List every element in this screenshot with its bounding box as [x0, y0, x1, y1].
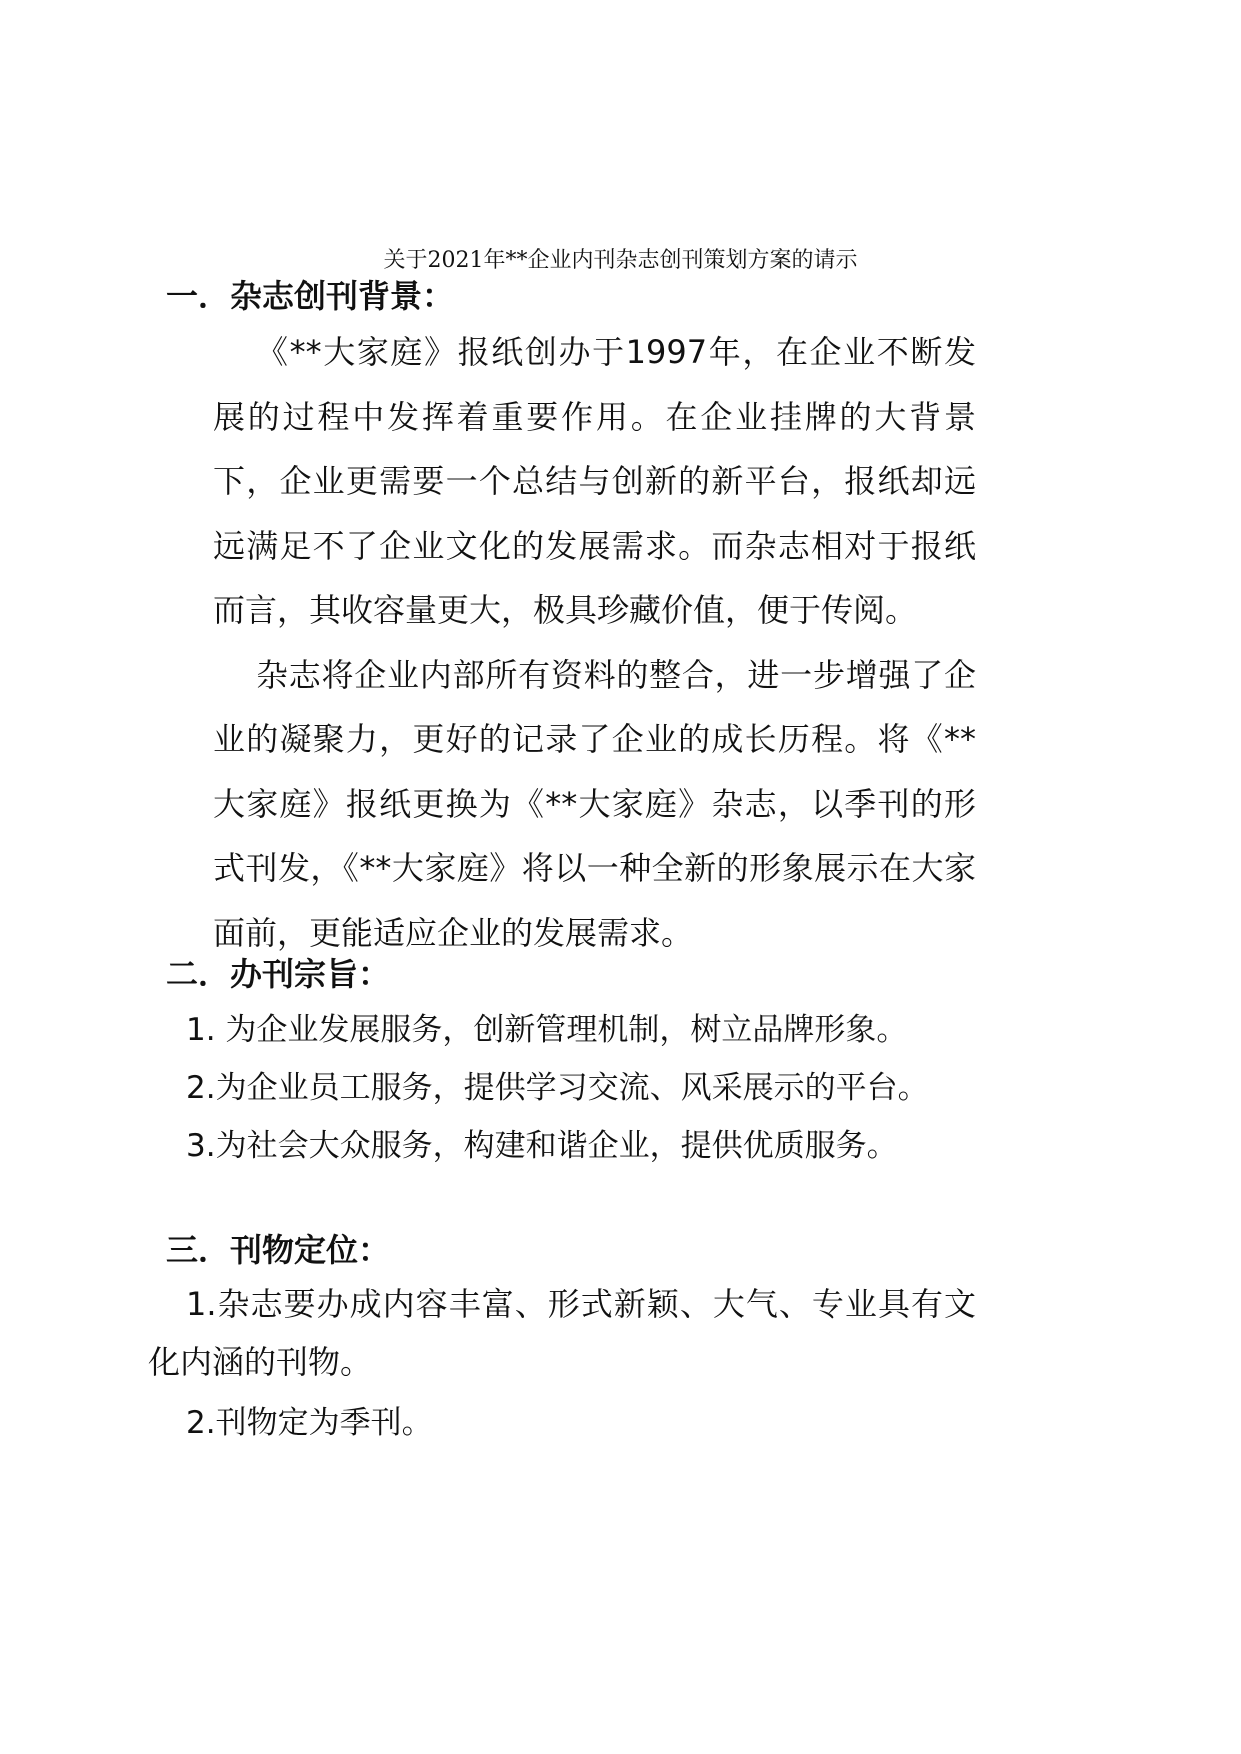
background-body [213, 320, 976, 965]
positioning-item-1-block [148, 1275, 976, 1391]
positioning-item-2: 2.刊物定为季刊。 [186, 1405, 433, 1441]
positioning-item-1: 1.杂志要办成内容丰富、形式新颖、大气、专业具有文化内涵的刊物。 [148, 1285, 976, 1381]
section-heading-positioning: 三．刊物定位： [166, 1231, 391, 1269]
purpose-item-1: 1. 为企业发展服务，创新管理机制，树立品牌形象。 [186, 1012, 908, 1048]
background-paragraph-2: 杂志将企业内部所有资料的整合，进一步增强了企业的凝聚力，更好的记录了企业的成长历程。将《**大家庭》报纸更换为《**大家庭》杂志，以季刊的形式刊发，《**大家庭》将以一种全新的形象展示在大家面前，更能适应企业的发展需求。 [213, 655, 976, 952]
purpose-item-3: 3.为社会大众服务，构建和谐企业，提供优质服务。 [186, 1128, 898, 1164]
section-heading-purpose: 二．办刊宗旨： [166, 955, 391, 993]
purpose-item-2: 2.为企业员工服务，提供学习交流、风采展示的平台。 [186, 1070, 929, 1106]
document-title: 关于2021年**企业内刊杂志创刊策划方案的请示 [383, 248, 858, 273]
section-heading-background: 一．杂志创刊背景： [166, 277, 455, 315]
background-paragraph-1: 《**大家庭》报纸创办于1997年，在企业不断发展的过程中发挥着重要作用。在企业挂牌的大背景下，企业更需要一个总结与创新的新平台，报纸却远远满足不了企业文化的发展需求。而杂志相对于报纸而言，其收容量更大，极具珍藏价值，便于传阅。 [213, 333, 976, 629]
